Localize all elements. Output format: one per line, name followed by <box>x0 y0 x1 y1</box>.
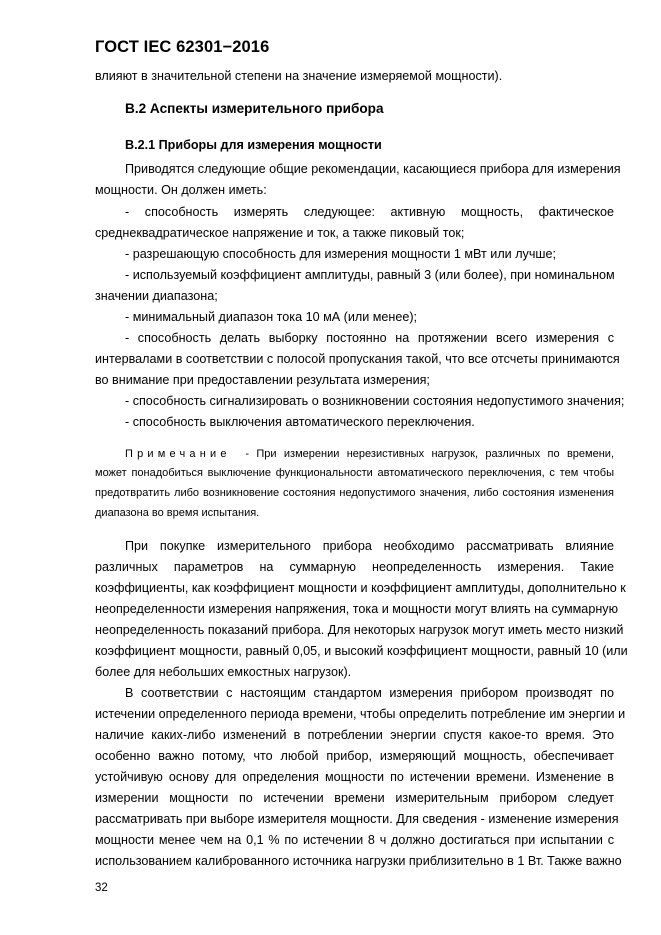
paragraph-line: использованием калиброванного источника нагрузки приблизительно в 1 Вт. Также важно <box>95 854 622 868</box>
list-item-line: - используемый коэффициент амплитуды, равный 3 (или более), при номинальном <box>125 268 615 282</box>
note-line: может понадобиться выключение функциональности автоматического переключения, с тем чтобы <box>95 467 614 479</box>
list-item-line: интервалами в соответствии с полосой пропускания такой, что все отсчеты принимаются <box>95 352 620 366</box>
paragraph-line: Приводятся следующие общие рекомендации, касающиеся прибора для измерения <box>125 162 621 176</box>
paragraph-line: коэффициенты, как коэффициент мощности и коэффициент амплитуды, дополнительно к <box>95 581 626 595</box>
paragraph-line: В соответствии с настоящим стандартом измерения прибором производят по <box>125 686 614 700</box>
list-item-line: - способность сигнализировать о возникновении состояния недопустимого значения; <box>125 394 625 408</box>
paragraph-line: неопределенности измерения напряжения, тока и мощности могут влиять на суммарную <box>95 602 619 616</box>
paragraph-line: истечении определенного периода времени, чтобы определить потребление им энергии и <box>95 707 626 721</box>
list-item-line: - минимальный диапазон тока 10 мА (или менее); <box>125 310 418 324</box>
list-item-line: - способность делать выборку постоянно на протяжении всего измерения с <box>125 331 614 345</box>
paragraph-line: более для небольших емкостных нагрузок). <box>95 665 352 679</box>
paragraph-line: коэффициент мощности, равный 0,05, и высокий коэффициент мощности, равный 10 (или <box>95 644 628 658</box>
page-number: 32 <box>95 882 108 894</box>
paragraph-line: различных параметров на суммарную неопределенность измерения. Такие <box>95 560 614 574</box>
list-item-line: - способность выключения автоматического переключения. <box>125 415 475 429</box>
list-item-line: - разрешающую способность для измерения мощности 1 мВт или лучше; <box>125 247 557 261</box>
paragraph-line: особенно важно потому, что любой прибор, измеряющий мощность, обеспечивает <box>95 749 614 763</box>
standard-header: ГОСТ IEC 62301−2016 <box>95 38 270 56</box>
paragraph-line: измерении мощности по истечении времени измерительным прибором следует <box>95 791 614 805</box>
paragraph-line: При покупке измерительного прибора необходимо рассматривать влияние <box>125 539 614 553</box>
note-first-line <box>125 447 614 461</box>
paragraph-line: неопределенность показаний прибора. Для некоторых нагрузок могут иметь место низкий <box>95 623 624 637</box>
paragraph-line: мощности менее чем на 0,1 % по истечении 8 ч должно достигаться при испытании с <box>95 833 614 847</box>
paragraph-line: устойчивую основу для определения мощности по истечении времени. Изменение в <box>95 770 614 784</box>
intro-line: влияют в значительной степени на значение измеряемой мощности). <box>95 69 503 83</box>
paragraph-line: мощности. Он должен иметь: <box>95 183 267 197</box>
note-line: предотвратить либо возникновение состояния недопустимого значения, либо состояния изменения <box>95 487 614 499</box>
section-title: В.2 Аспекты измерительного прибора <box>125 101 384 116</box>
note-label: Примечание <box>125 448 231 460</box>
list-item-line: среднеквадратическое напряжение и ток, а также пиковый ток; <box>95 226 465 240</box>
paragraph-line: рассматривать при выборе измерителя мощности. Для сведения - изменение измерения <box>95 812 619 826</box>
note-line: диапазона во время испытания. <box>95 507 260 519</box>
list-item-line: во внимание при предоставлении результата измерения; <box>95 373 430 387</box>
list-item-line: - способность измерять следующее: активную мощность, фактическое <box>125 205 614 219</box>
list-item-line: значении диапазона; <box>95 289 218 303</box>
subsection-title: В.2.1 Приборы для измерения мощности <box>125 138 382 152</box>
paragraph-line: наличие каких-либо изменений в потреблении энергии спустя какое-то время. Это <box>95 728 614 742</box>
note-first-line-text: - При измерении нерезистивных нагрузок, различных по времени, <box>245 448 614 460</box>
